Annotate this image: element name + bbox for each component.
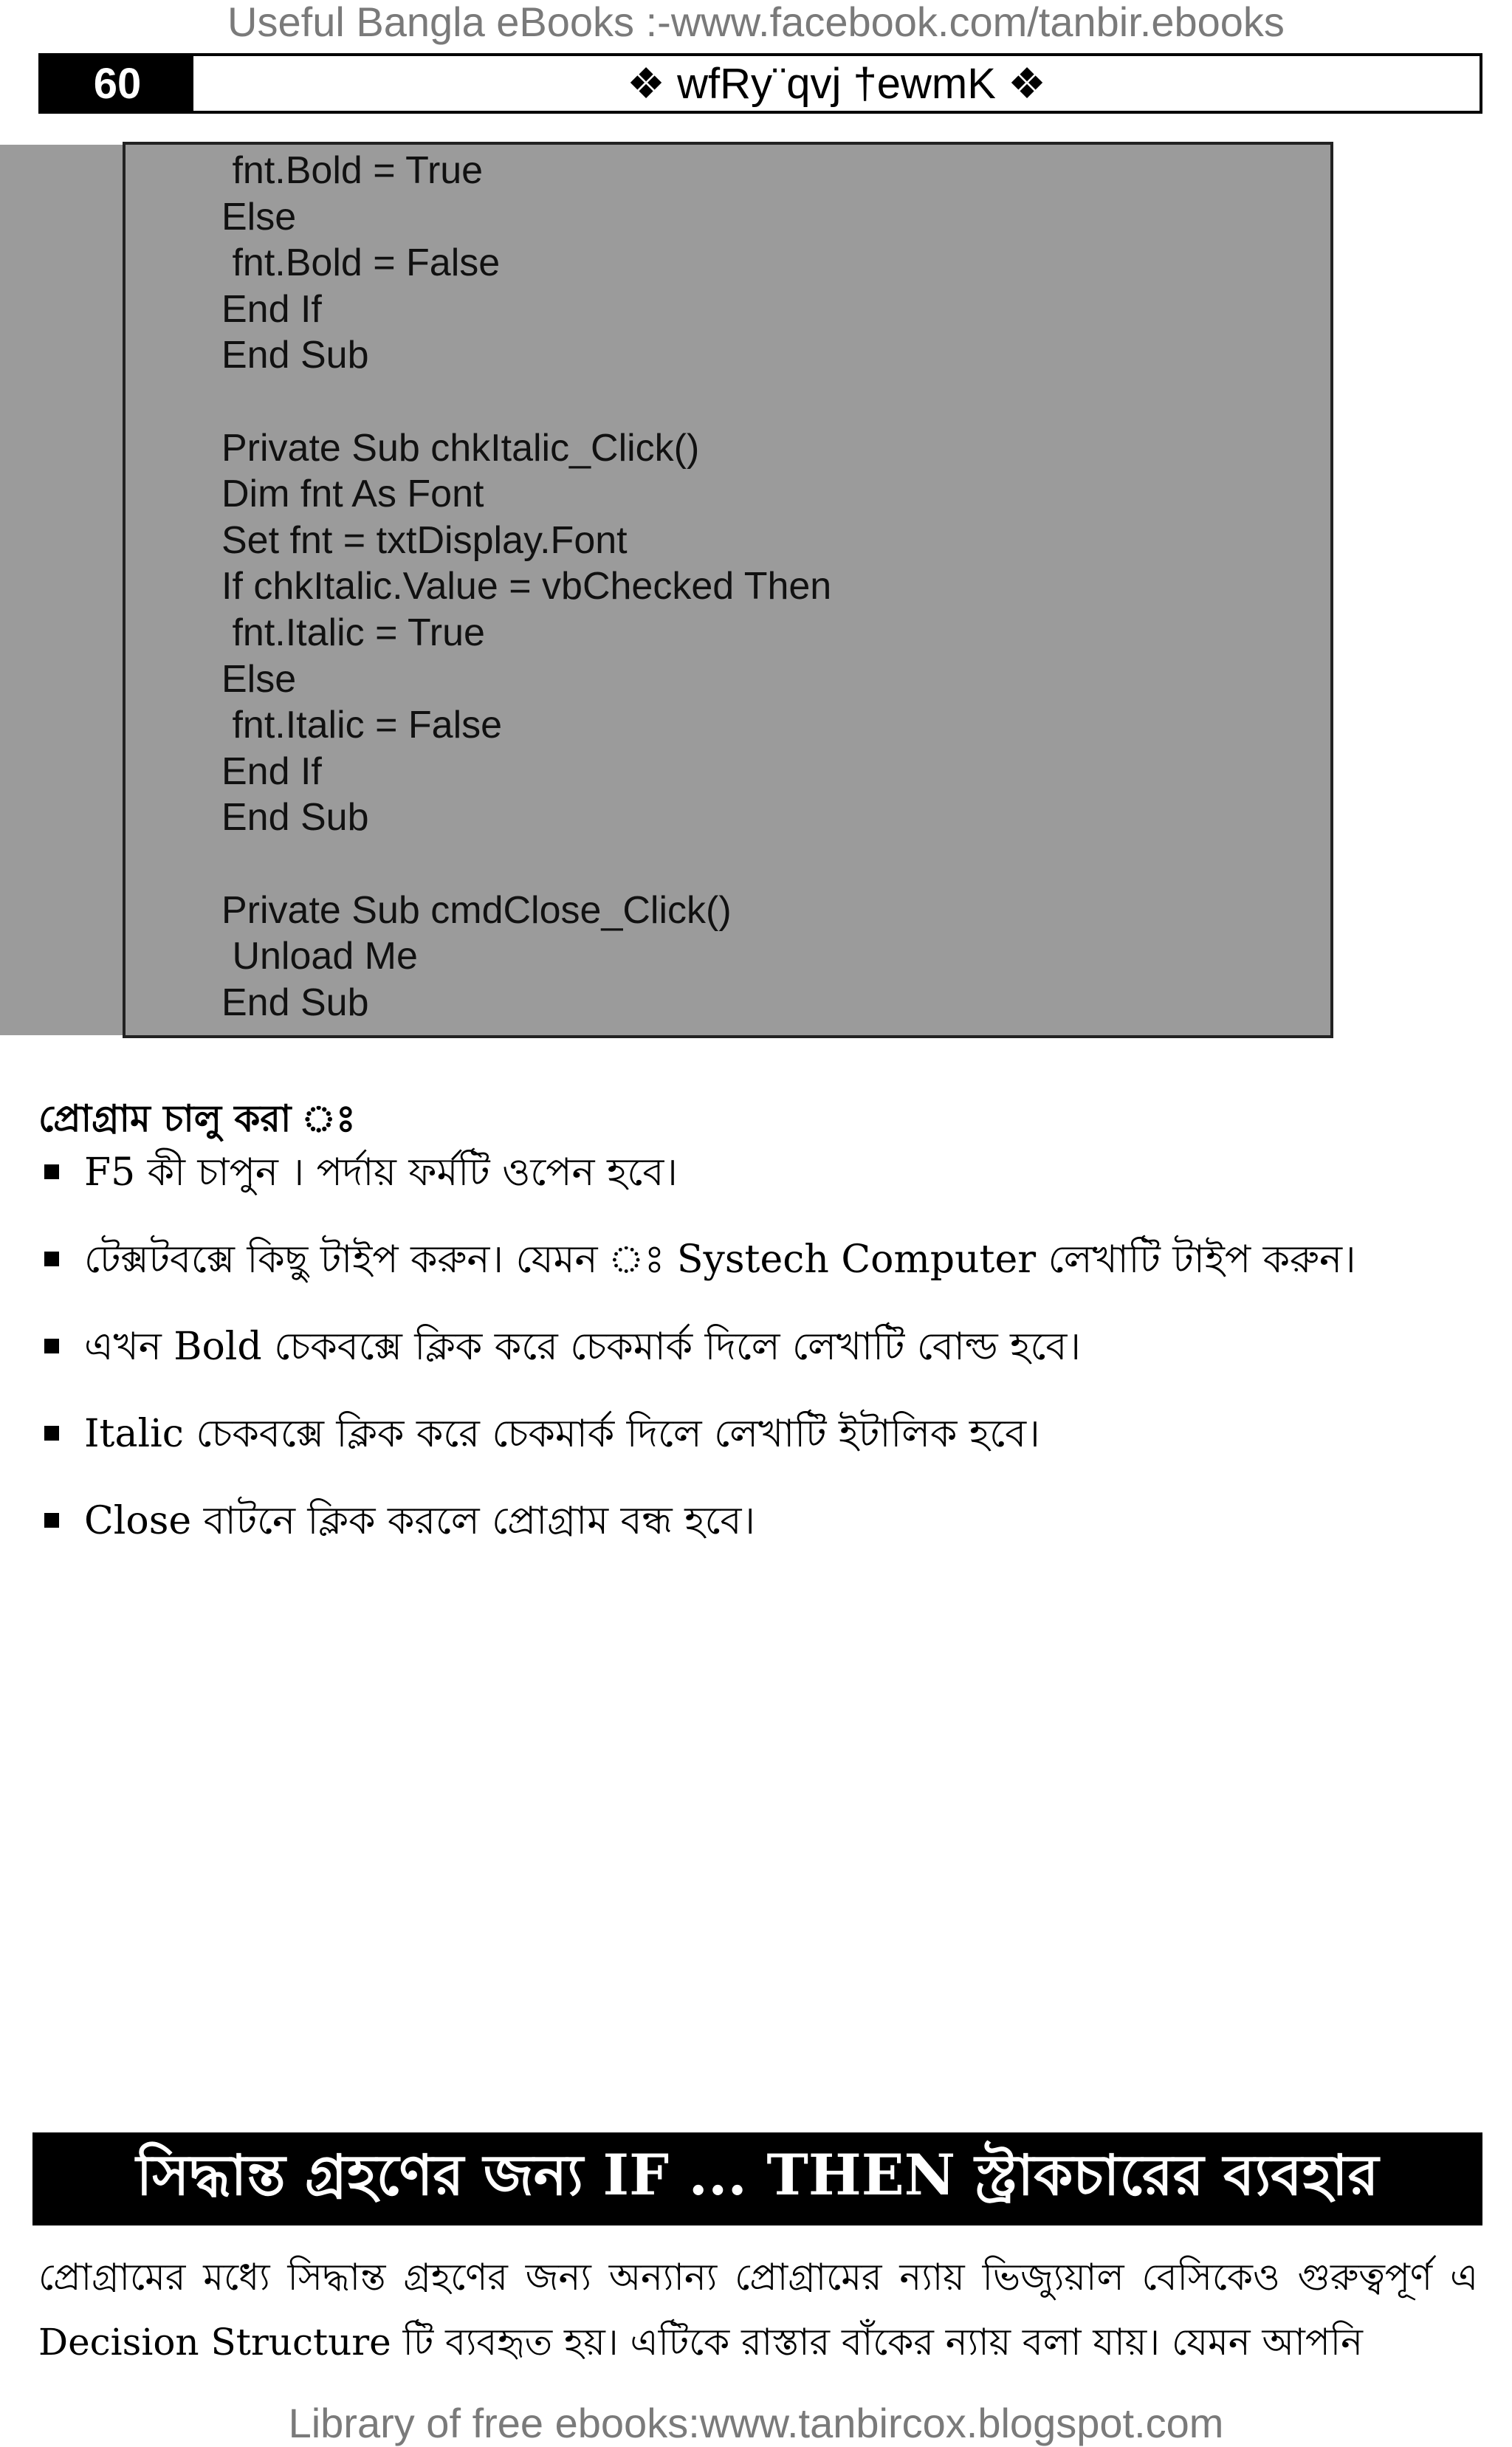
step-text: এখন Bold চেকবক্সে ক্লিক করে চেকমার্ক দিলে লেখাটি বোল্ড হবে। xyxy=(84,1325,1081,1369)
code-line: Else xyxy=(221,195,297,238)
code-line: fnt.Italic = True xyxy=(221,611,485,654)
code-line xyxy=(221,379,831,425)
step-text: F5 কী চাপুন । পর্দায় ফর্মটি ওপেন হবে। xyxy=(84,1150,678,1195)
code-lines xyxy=(221,148,831,1026)
square-bullet-icon xyxy=(44,1513,59,1528)
code-line: Dim fnt As Font xyxy=(221,473,484,516)
list-item xyxy=(38,1497,1478,1545)
square-bullet-icon xyxy=(44,1164,59,1179)
list-item xyxy=(38,1410,1478,1458)
code-line: fnt.Italic = False xyxy=(221,704,503,747)
bottom-watermark-banner: Library of free ebooks:www.tanbircox.blogspot.com xyxy=(288,2400,1224,2446)
section-heading: প্রোগ্রাম চালু করা ঃ xyxy=(38,1097,356,1140)
page-header xyxy=(38,53,1482,114)
code-line xyxy=(221,841,831,888)
code-line: End If xyxy=(221,287,322,331)
code-line: Private Sub chkItalic_Click() xyxy=(221,426,700,470)
list-item xyxy=(38,1148,1478,1197)
square-bullet-icon xyxy=(44,1252,59,1266)
step-text: টেক্সটবক্সে কিছু টাইপ করুন। যেমন ঃ Systech Computer লেখাটি টাইপ করুন। xyxy=(84,1238,1356,1282)
book-title: ❖ wfRy¨qvj †ewmK ❖ xyxy=(626,60,1047,108)
code-line: End Sub xyxy=(221,796,369,840)
code-line: Private Sub cmdClose_Click() xyxy=(221,888,732,932)
code-line: Set fnt = txtDisplay.Font xyxy=(221,518,628,562)
code-line: fnt.Bold = True xyxy=(221,149,484,192)
left-shade-strip xyxy=(0,145,124,1035)
code-line: Unload Me xyxy=(221,935,418,978)
list-item xyxy=(38,1235,1478,1284)
code-line: If chkItalic.Value = vbChecked Then xyxy=(221,565,832,608)
code-line: End Sub xyxy=(221,981,369,1024)
step-text: Close বাটনে ক্লিক করলে প্রোগ্রাম বন্ধ হবে। xyxy=(84,1499,755,1543)
code-line: End Sub xyxy=(221,334,369,377)
square-bullet-icon xyxy=(44,1339,59,1353)
chapter-title-banner: সিদ্ধান্ত গ্রহণের জন্য IF ... THEN স্ট্রাকচারের ব্যবহার xyxy=(32,2132,1482,2225)
code-line: Else xyxy=(221,657,297,701)
code-line: End If xyxy=(221,749,322,793)
list-item xyxy=(38,1322,1478,1371)
code-line: fnt.Bold = False xyxy=(221,241,501,285)
page-number: 60 xyxy=(41,56,193,111)
code-listing-box xyxy=(123,142,1333,1038)
step-text: Italic চেকবক্সে ক্লিক করে চেকমার্ক দিলে লেখাটি ইটালিক হবে। xyxy=(84,1412,1040,1456)
square-bullet-icon xyxy=(44,1426,59,1441)
top-watermark-banner: Useful Bangla eBooks :-www.facebook.com/tanbir.ebooks xyxy=(227,0,1285,45)
body-paragraph: প্রোগ্রামের মধ্যে সিদ্ধান্ত গ্রহণের জন্য অন্যান্য প্রোগ্রামের ন্যায় ভিজ্যুয়াল বেসিকেও গুরুত্বপূর্ণ এ Decision Structure টি ব্যবহৃত হয়। এটিকে রাস্তার বাঁকের ন্যায় বলা যায়। যেমন আপনি xyxy=(38,2256,1478,2364)
steps-list xyxy=(38,1148,1478,1584)
